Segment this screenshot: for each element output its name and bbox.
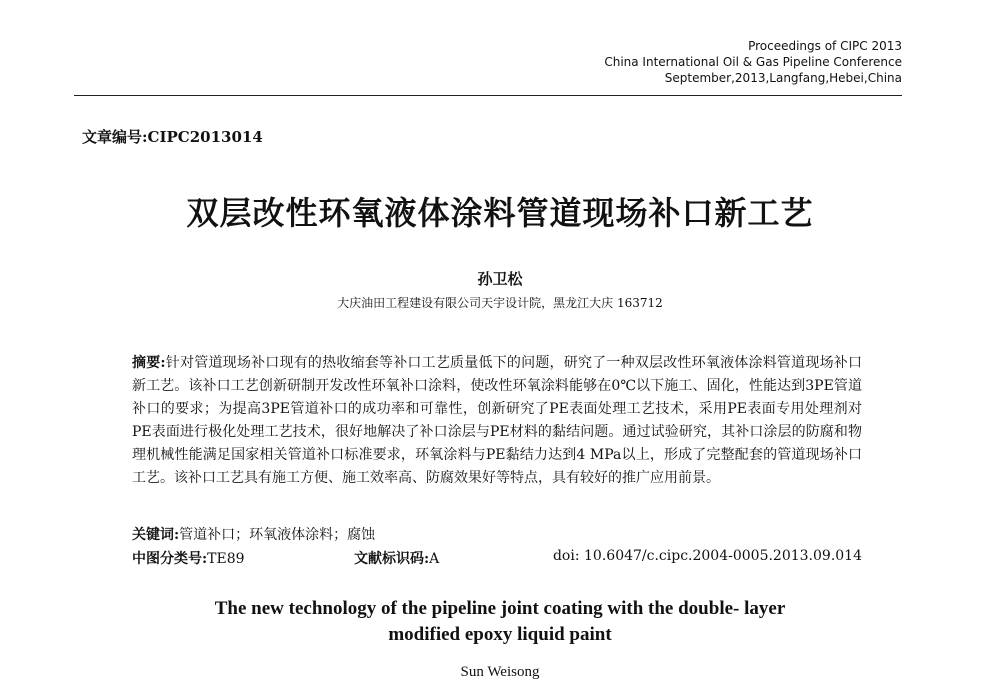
author-en: Sun Weisong [460,664,540,680]
doi-value: 10.6047/c.cipc.2004-0005.2013.09.014 [584,548,862,564]
document-code-label: 文献标识码: [354,551,430,567]
document-code-value: A [429,551,440,567]
article-number-value: CIPC2013014 [147,128,263,146]
document-code [354,548,439,568]
doi [553,548,862,564]
abstract-text: 针对管道现场补口现有的热收缩套等补口工艺质量低下的问题，研究了一种双层改性环氧液体涂料管道现场补口新工艺。该补口工艺创新研制开发改性环氧补口涂料，使改性环氧涂料能够在0℃以下施工、固化，性能达到3PE管道补口的要求；为提高3PE管道补口的成功率和可靠性，创新研究了PE表面处理工艺技术，采用PE表面专用处理剂对PE表面进行极化处理工艺技术，很好地解决了补口涂层与PE材料的黏结问题。通过试验研究，其补口涂层的防腐和物理机械性能满足国家相关管道补口标准要求，环氧涂料与PE黏结力达到4 MPa以上，形成了完整配套的管道现场补口工艺。该补口工艺具有施工方便、施工效率高、防腐效果好等特点，具有较好的推广应用前景。 [132,355,862,486]
abstract-label: 摘要: [132,355,166,371]
article-number-label: 文章编号: [82,128,148,146]
clc-label: 中图分类号: [132,551,208,567]
classification-line [132,548,862,570]
clc-number [132,548,245,568]
paper-title-en-line1: The new technology of the pipeline joint coating with the double- layer [214,598,786,619]
keywords [132,524,375,544]
keywords-label: 关键词: [132,527,180,543]
doi-label: doi: [552,548,580,564]
affiliation-cn: 大庆油田工程建设有限公司天宇设计院，黑龙江大庆 163712 [337,296,663,310]
author-cn: 孙卫松 [477,270,523,288]
abstract [132,352,862,490]
proceedings-header [604,38,902,86]
keywords-value: 管道补口；环氧液体涂料；腐蚀 [179,527,376,543]
conference-name: China International Oil & Gas Pipeline Conference [604,55,902,69]
paper-title-en [0,596,1000,648]
header-rule [74,95,902,96]
clc-value: TE89 [207,551,245,567]
conference-date-place: September,2013,Langfang,Hebei,China [664,71,902,85]
proceedings-name: Proceedings of CIPC 2013 [748,39,902,53]
paper-title-en-line2: modified epoxy liquid paint [388,624,612,645]
paper-title-cn: 双层改性环氧液体涂料管道现场补口新工艺 [186,194,814,232]
article-number [82,126,263,147]
